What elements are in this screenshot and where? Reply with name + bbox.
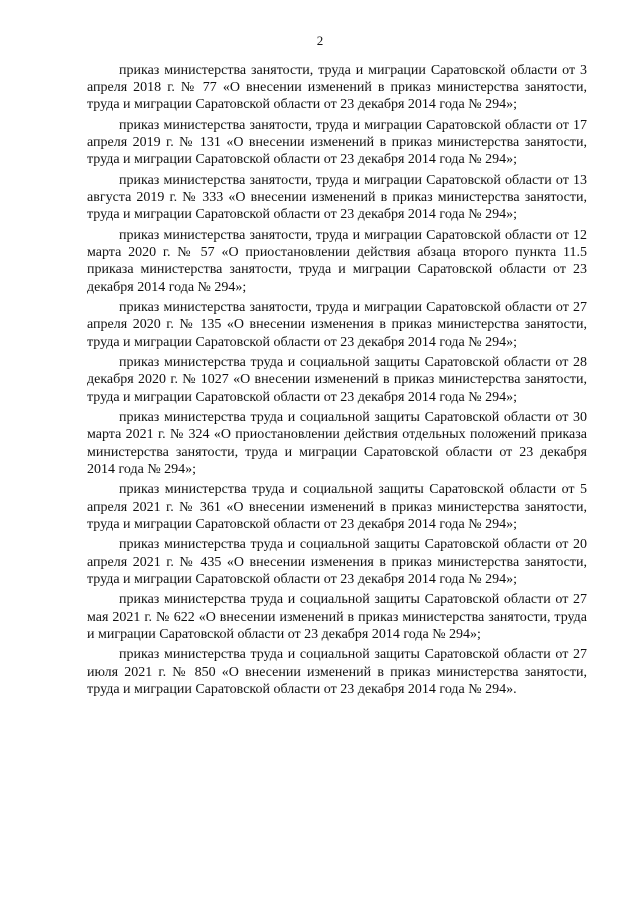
- page-number: 2: [316, 33, 324, 48]
- paragraph-3: приказ министерства занятости, труда и миграции Саратовской области от 13 августа 2019 г. № 333 «О внесении изменений в приказ министерства занятости, труда и миграции Саратовской области от 23 декабря 2014 года № 294»;: [87, 173, 587, 223]
- paragraph-1: приказ министерства занятости, труда и миграции Саратовской области от 3 апреля 2018 г. № 77 «О внесении изменений в приказ министерства занятости, труда и миграции Саратовской области от 23 декабря 2014 года № 294»;: [87, 63, 587, 113]
- paragraph-7: приказ министерства труда и социальной защиты Саратовской области от 30 марта 2021 г. № 324 «О приостановлении действия отдельных положений приказа министерства занятости, труда и миграции Саратовской области от 23 декабря 2014 года № 294»;: [87, 410, 587, 477]
- paragraph-9: приказ министерства труда и социальной защиты Саратовской области от 20 апреля 2021 г. № 435 «О внесении изменения в приказ министерства занятости, труда и миграции Саратовской области от 23 декабря 2014 года № 294»;: [87, 537, 587, 587]
- paragraph-4: приказ министерства занятости, труда и миграции Саратовской области от 12 марта 2020 г. № 57 «О приостановлении действия абзаца второго пункта 11.5 приказа министерства занятости, труда и миграции Саратовской области от 23 декабря 2014 года № 294»;: [87, 228, 587, 295]
- paragraph-2: приказ министерства занятости, труда и миграции Саратовской области от 17 апреля 2019 г. № 131 «О внесении изменений в приказ министерства занятости, труда и миграции Саратовской области от 23 декабря 2014 года № 294»;: [87, 118, 587, 168]
- paragraph-8: приказ министерства труда и социальной защиты Саратовской области от 5 апреля 2021 г. № 361 «О внесении изменений в приказ министерства занятости, труда и миграции Саратовской области от 23 декабря 2014 года № 294»;: [87, 482, 587, 532]
- document-body: [87, 62, 587, 701]
- paragraph-5: приказ министерства занятости, труда и миграции Саратовской области от 27 апреля 2020 г. № 135 «О внесении изменения в приказ министерства занятости, труда и миграции Саратовской области от 23 декабря 2014 года № 294»;: [87, 300, 587, 350]
- paragraph-10: приказ министерства труда и социальной защиты Саратовской области от 27 мая 2021 г. № 622 «О внесении изменений в приказ министерства занятости, труда и миграции Саратовской области от 23 декабря 2014 года № 294»;: [87, 592, 587, 642]
- paragraph-11: приказ министерства труда и социальной защиты Саратовской области от 27 июля 2021 г. № 850 «О внесении изменений в приказ министерства занятости, труда и миграции Саратовской области от 23 декабря 2014 года № 294».: [87, 647, 587, 697]
- paragraph-6: приказ министерства труда и социальной защиты Саратовской области от 28 декабря 2020 г. № 1027 «О внесении изменений в приказ министерства занятости, труда и миграции Саратовской области от 23 декабря 2014 года № 294»;: [87, 355, 587, 405]
